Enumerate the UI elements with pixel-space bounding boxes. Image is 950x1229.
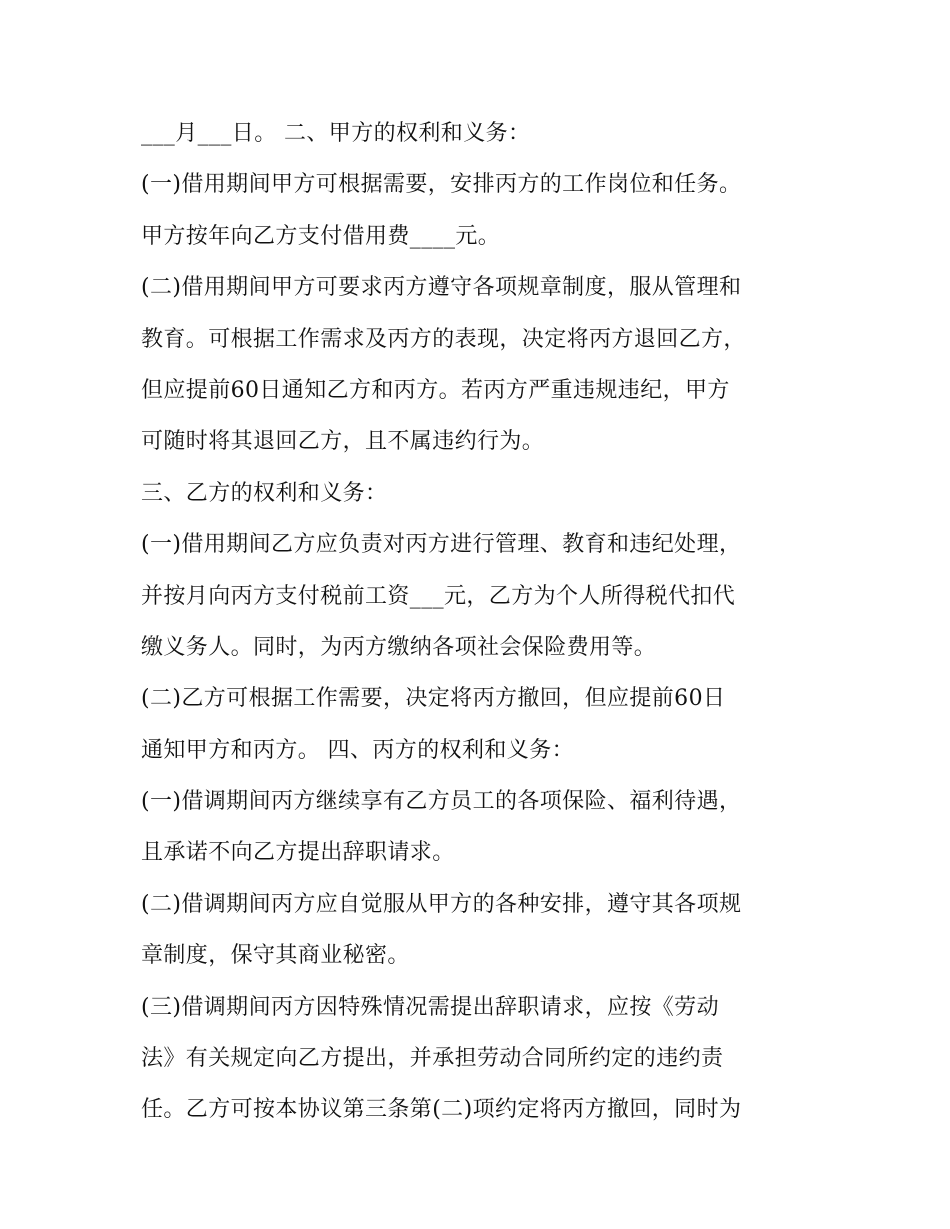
text-line: 并按月向丙方支付税前工资___元，乙方为个人所得税代扣代 xyxy=(141,583,736,609)
text-line: 法》有关规定向乙方提出，并承担劳动合同所约定的违约责 xyxy=(141,1046,724,1072)
text-line: 缴义务人。同时，为丙方缴纳各项社会保险费用等。 xyxy=(141,634,657,660)
section-heading: 三、乙方的权利和义务： xyxy=(141,480,388,506)
text-line: (一)借用期间乙方应负责对丙方进行管理、教育和违纪处理， xyxy=(141,532,742,558)
text-line: (二)借调期间丙方应自觉服从甲方的各种安排，遵守其各项规 xyxy=(141,891,742,917)
text-line: 且承诺不向乙方提出辞职请求。 xyxy=(141,840,455,866)
text-line: 教育。可根据工作需求及丙方的表现，决定将丙方退回乙方， xyxy=(141,326,746,352)
text-line: 任。乙方可按本协议第三条第(二)项约定将丙方撤回，同时为 xyxy=(141,1097,742,1123)
document-body xyxy=(141,108,821,1136)
text-line: ___月___日。 二、甲方的权利和义务： xyxy=(141,121,531,146)
text-line: 通知甲方和丙方。 四、丙方的权利和义务： xyxy=(141,737,574,763)
text-line: (三)借调期间丙方因特殊情况需提出辞职请求，应按《劳动 xyxy=(141,994,719,1020)
text-line: (一)借调期间丙方继续享有乙方员工的各项保险、福利待遇， xyxy=(141,789,742,815)
text-line: 甲方按年向乙方支付借用费____元。 xyxy=(141,223,501,249)
text-line: (一)借用期间甲方可根据需要，安排丙方的工作岗位和任务。 xyxy=(141,172,742,198)
text-line: (二)乙方可根据工作需要，决定将丙方撤回，但应提前60日 xyxy=(141,686,726,712)
text-line: (二)借用期间甲方可要求丙方遵守各项规章制度，服从管理和 xyxy=(141,275,742,301)
text-line: 章制度，保守其商业秘密。 xyxy=(141,943,410,969)
text-line: 但应提前60日通知乙方和丙方。若丙方严重违规违纪，甲方 xyxy=(141,377,730,403)
text-line: 可随时将其退回乙方，且不属违约行为。 xyxy=(141,429,545,455)
